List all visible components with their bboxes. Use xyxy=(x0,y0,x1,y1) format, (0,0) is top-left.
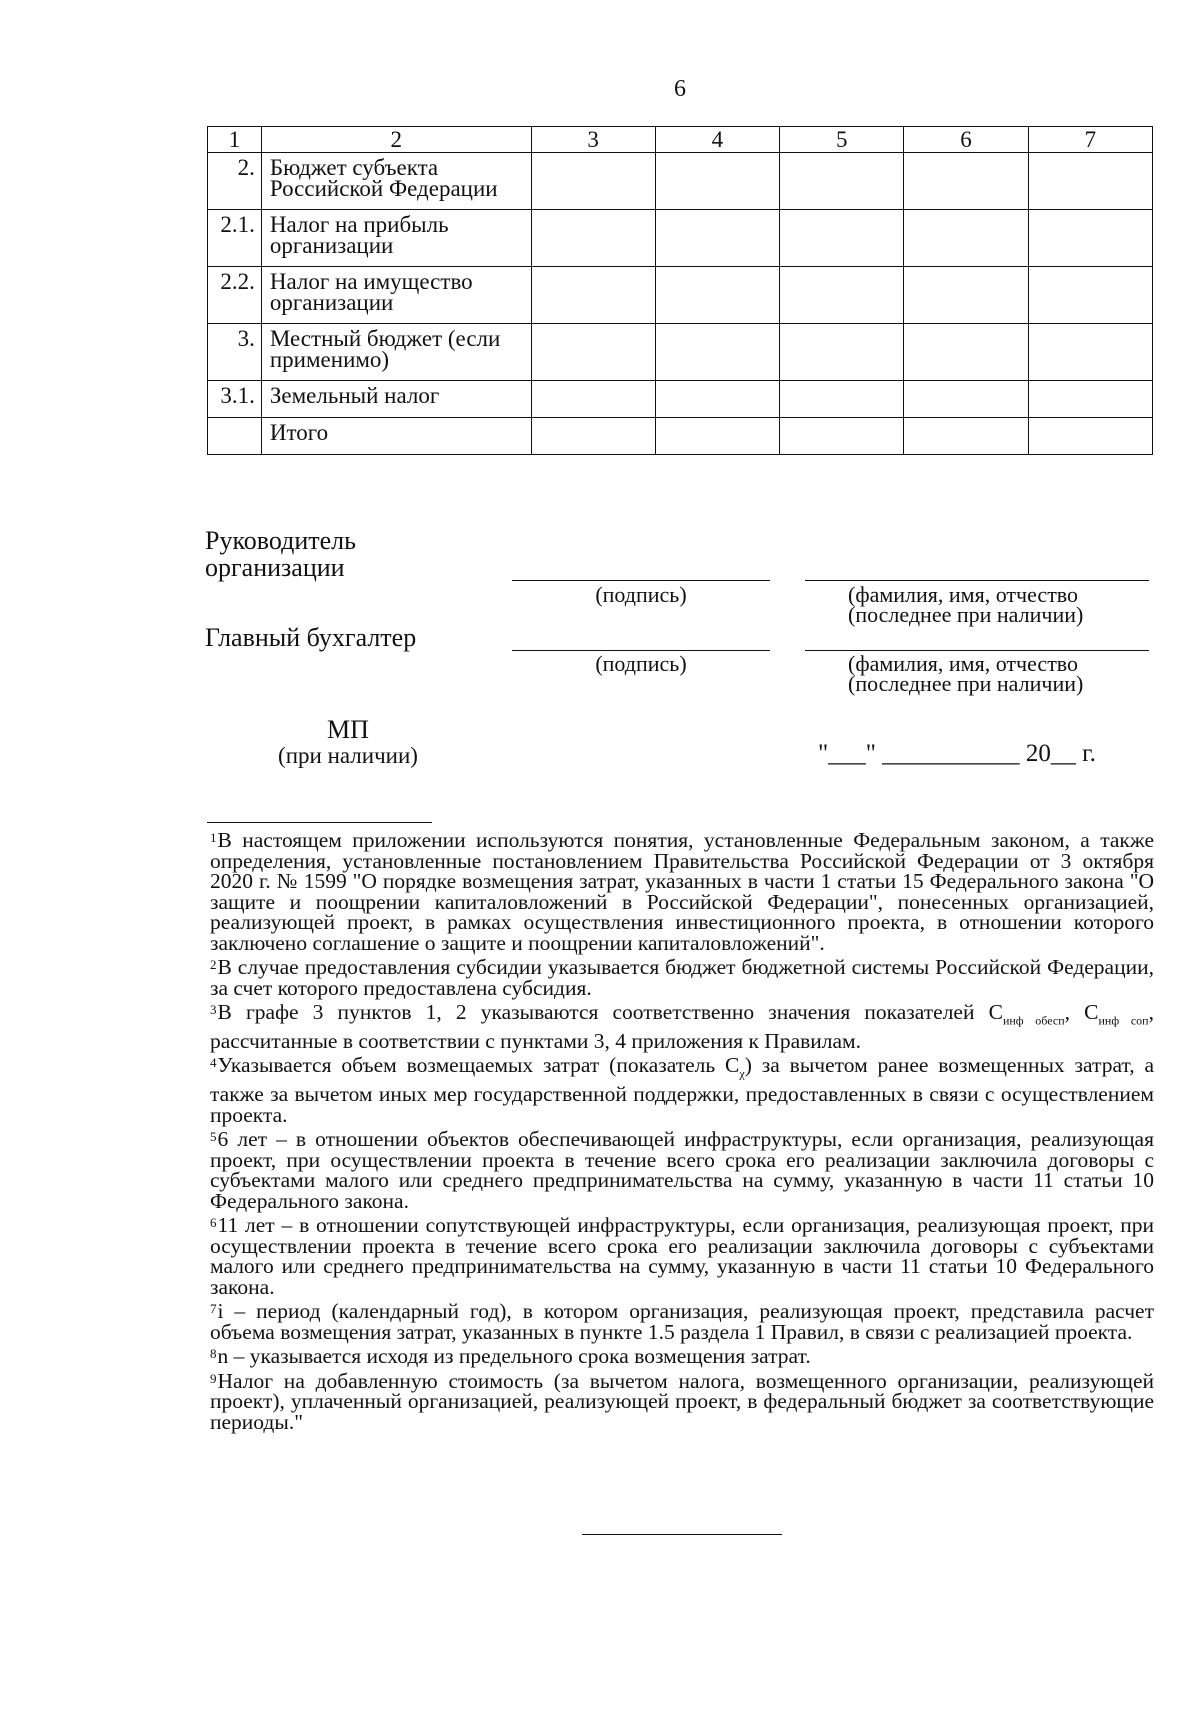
footnote-4 xyxy=(210,1055,1154,1125)
empty-cell xyxy=(904,324,1028,381)
table-row xyxy=(208,153,1153,210)
empty-cell xyxy=(780,153,904,210)
empty-cell xyxy=(655,153,779,210)
footnote-text: 6 лет – в отношении объектов обеспечивающей инфраструктуры, если организация, реализующая проект, при осуществлении проекта в течение всего срока его реализации заключила договоры с субъектами малого или среднего предпринимательства на сумму, указанную в части 11 статьи 10 Федерального закона. xyxy=(210,1127,1154,1213)
empty-cell xyxy=(780,324,904,381)
footnote-mark: 3 xyxy=(210,1002,217,1017)
header-cell: 7 xyxy=(1028,127,1152,153)
empty-cell xyxy=(531,418,655,455)
document-end-rule xyxy=(582,1534,782,1535)
footnote-7 xyxy=(210,1301,1154,1342)
empty-cell xyxy=(655,324,779,381)
footnote-text: i – период (календарный год), в котором организация, реализующая проект, представила расчет объема возмещения затрат, указанных в пункте 1.5 раздела 1 Правил, в связи с реализацией проекта. xyxy=(210,1299,1154,1344)
empty-cell xyxy=(1028,267,1152,324)
empty-cell xyxy=(904,418,1028,455)
date-line: "___" ___________ 20__ г. xyxy=(818,740,1096,767)
empty-cell xyxy=(655,418,779,455)
footnote-1 xyxy=(210,830,1154,953)
empty-cell xyxy=(1028,418,1152,455)
empty-cell xyxy=(904,153,1028,210)
footnote-mark: 2 xyxy=(210,957,217,972)
empty-cell xyxy=(780,210,904,267)
empty-cell xyxy=(531,324,655,381)
table-header-row xyxy=(208,127,1153,153)
empty-cell xyxy=(531,153,655,210)
empty-cell xyxy=(780,418,904,455)
footnote-text: 11 лет – в отношении сопутствующей инфраструктуры, если организация, реализующая проект, при осуществлении проекта в течение всего срока его реализации заключила договоры с субъектами малого или среднего предпринимательства на сумму, указанную в части 11 статьи 10 Федерального закона. xyxy=(210,1213,1154,1299)
head-name-line xyxy=(805,580,1149,581)
page-number: 6 xyxy=(674,76,686,102)
footnote-mark: 9 xyxy=(210,1370,217,1386)
table-row xyxy=(208,324,1153,381)
row-number: 3.1. xyxy=(208,381,262,418)
footnote-mark: 6 xyxy=(210,1215,217,1231)
head-signature-line xyxy=(512,580,770,581)
header-cell: 4 xyxy=(655,127,779,153)
header-cell: 6 xyxy=(904,127,1028,153)
subscript: инф обесп xyxy=(1002,1013,1065,1028)
empty-cell xyxy=(531,210,655,267)
empty-cell xyxy=(1028,210,1152,267)
footnote-5 xyxy=(210,1129,1154,1211)
row-name: Налог на имущество организации xyxy=(261,267,531,324)
footnote-text: n – указывается исходя из предельного срока возмещения затрат. xyxy=(217,1344,811,1369)
empty-cell xyxy=(655,210,779,267)
header-cell: 3 xyxy=(531,127,655,153)
footnote-6 xyxy=(210,1215,1154,1297)
footnote-mark: 7 xyxy=(210,1301,217,1317)
footnote-text: , С xyxy=(1064,1000,1099,1024)
footnote-mark: 8 xyxy=(210,1346,217,1362)
row-name: Бюджет субъекта Российской Федерации xyxy=(261,153,531,210)
subscript: инф соп xyxy=(1098,1013,1149,1028)
row-number: 3. xyxy=(208,324,262,381)
header-cell: 2 xyxy=(261,127,531,153)
row-number xyxy=(208,418,262,455)
footnote-text: ) за вычетом ранее возмещенных затрат, а также за вычетом иных мер государственной поддержки, предоставленных в связи с осуществлением проекта. xyxy=(210,1053,1154,1127)
empty-cell xyxy=(904,381,1028,418)
footnote-2 xyxy=(210,957,1154,998)
footnote-8 xyxy=(210,1346,1154,1367)
footnote-text: Указывается объем возмещаемых затрат (показатель С xyxy=(217,1053,740,1078)
empty-cell xyxy=(655,381,779,418)
budget-table xyxy=(207,126,1153,455)
row-number: 2.1. xyxy=(208,210,262,267)
row-name: Налог на прибыль организации xyxy=(261,210,531,267)
header-cell: 5 xyxy=(780,127,904,153)
chief-accountant-label: Главный бухгалтер xyxy=(205,623,417,652)
footnote-text: Налог на добавленную стоимость (за вычетом налога, возмещенного организации, реализующей проект), уплаченный организацией, реализующей проект, в федеральный бюджет за соответствующие периоды." xyxy=(210,1368,1154,1434)
table-row xyxy=(208,381,1153,418)
footnote-mark: 5 xyxy=(210,1129,217,1145)
head-of-organization-label: Руководитель организации xyxy=(205,526,356,582)
empty-cell xyxy=(1028,324,1152,381)
subscript: χ xyxy=(739,1066,745,1081)
name-hint: (фамилия, имя, отчество (последнее при наличии) xyxy=(848,651,1084,696)
table-row xyxy=(208,210,1153,267)
empty-cell xyxy=(1028,153,1152,210)
footnote-text: В настоящем приложении используются понятия, установленные Федеральным законом, а также определения, установленные постановлением Правительства Российской Федерации от 3 октября 2020 г. № 1599 "О порядке возмещения затрат, указанных в части 1 статьи 15 Федерального закона "О защите и поощрении капиталовложений в Российской Федерации", понесенных организацией, реализующей проект, в рамках осуществления инвестиционного проекта, в отношении которого заключено соглашение о защите и поощрении капиталовложений". xyxy=(210,828,1154,955)
footnote-separator xyxy=(207,822,432,823)
row-number: 2.2. xyxy=(208,267,262,324)
name-hint: (фамилия, имя, отчество (последнее при наличии) xyxy=(848,582,1084,627)
table-row xyxy=(208,267,1153,324)
row-name: Местный бюджет (если применимо) xyxy=(261,324,531,381)
footnote-mark: 4 xyxy=(210,1055,217,1071)
table-row-total xyxy=(208,418,1153,455)
footnote-text: В графе 3 пунктов 1, 2 указываются соответственно значения показателей С xyxy=(217,1000,1003,1024)
footnote-text: , рассчитанные в соответствии с пунктами 3, 4 приложения к Правилам. xyxy=(210,1000,1154,1053)
footnote-text: В случае предоставления субсидии указывается бюджет бюджетной системы Российской Федерации, за счет которого предоставлена субсидия. xyxy=(210,955,1154,1000)
empty-cell xyxy=(531,267,655,324)
empty-cell xyxy=(1028,381,1152,418)
empty-cell xyxy=(780,267,904,324)
empty-cell xyxy=(531,381,655,418)
row-number: 2. xyxy=(208,153,262,210)
empty-cell xyxy=(904,267,1028,324)
footnote-mark: 1 xyxy=(210,830,217,845)
footnote-3 xyxy=(210,1002,1154,1051)
signature-hint: (подпись) xyxy=(595,651,687,676)
footnote-9 xyxy=(210,1368,1154,1434)
header-cell: 1 xyxy=(208,127,262,153)
footnotes xyxy=(210,830,1154,1436)
empty-cell xyxy=(780,381,904,418)
empty-cell xyxy=(655,267,779,324)
stamp-label: МП xyxy=(327,715,369,744)
empty-cell xyxy=(904,210,1028,267)
row-name: Итого xyxy=(261,418,531,455)
row-name: Земельный налог xyxy=(261,381,531,418)
stamp-hint: (при наличии) xyxy=(278,743,418,768)
signature-hint: (подпись) xyxy=(595,582,687,607)
